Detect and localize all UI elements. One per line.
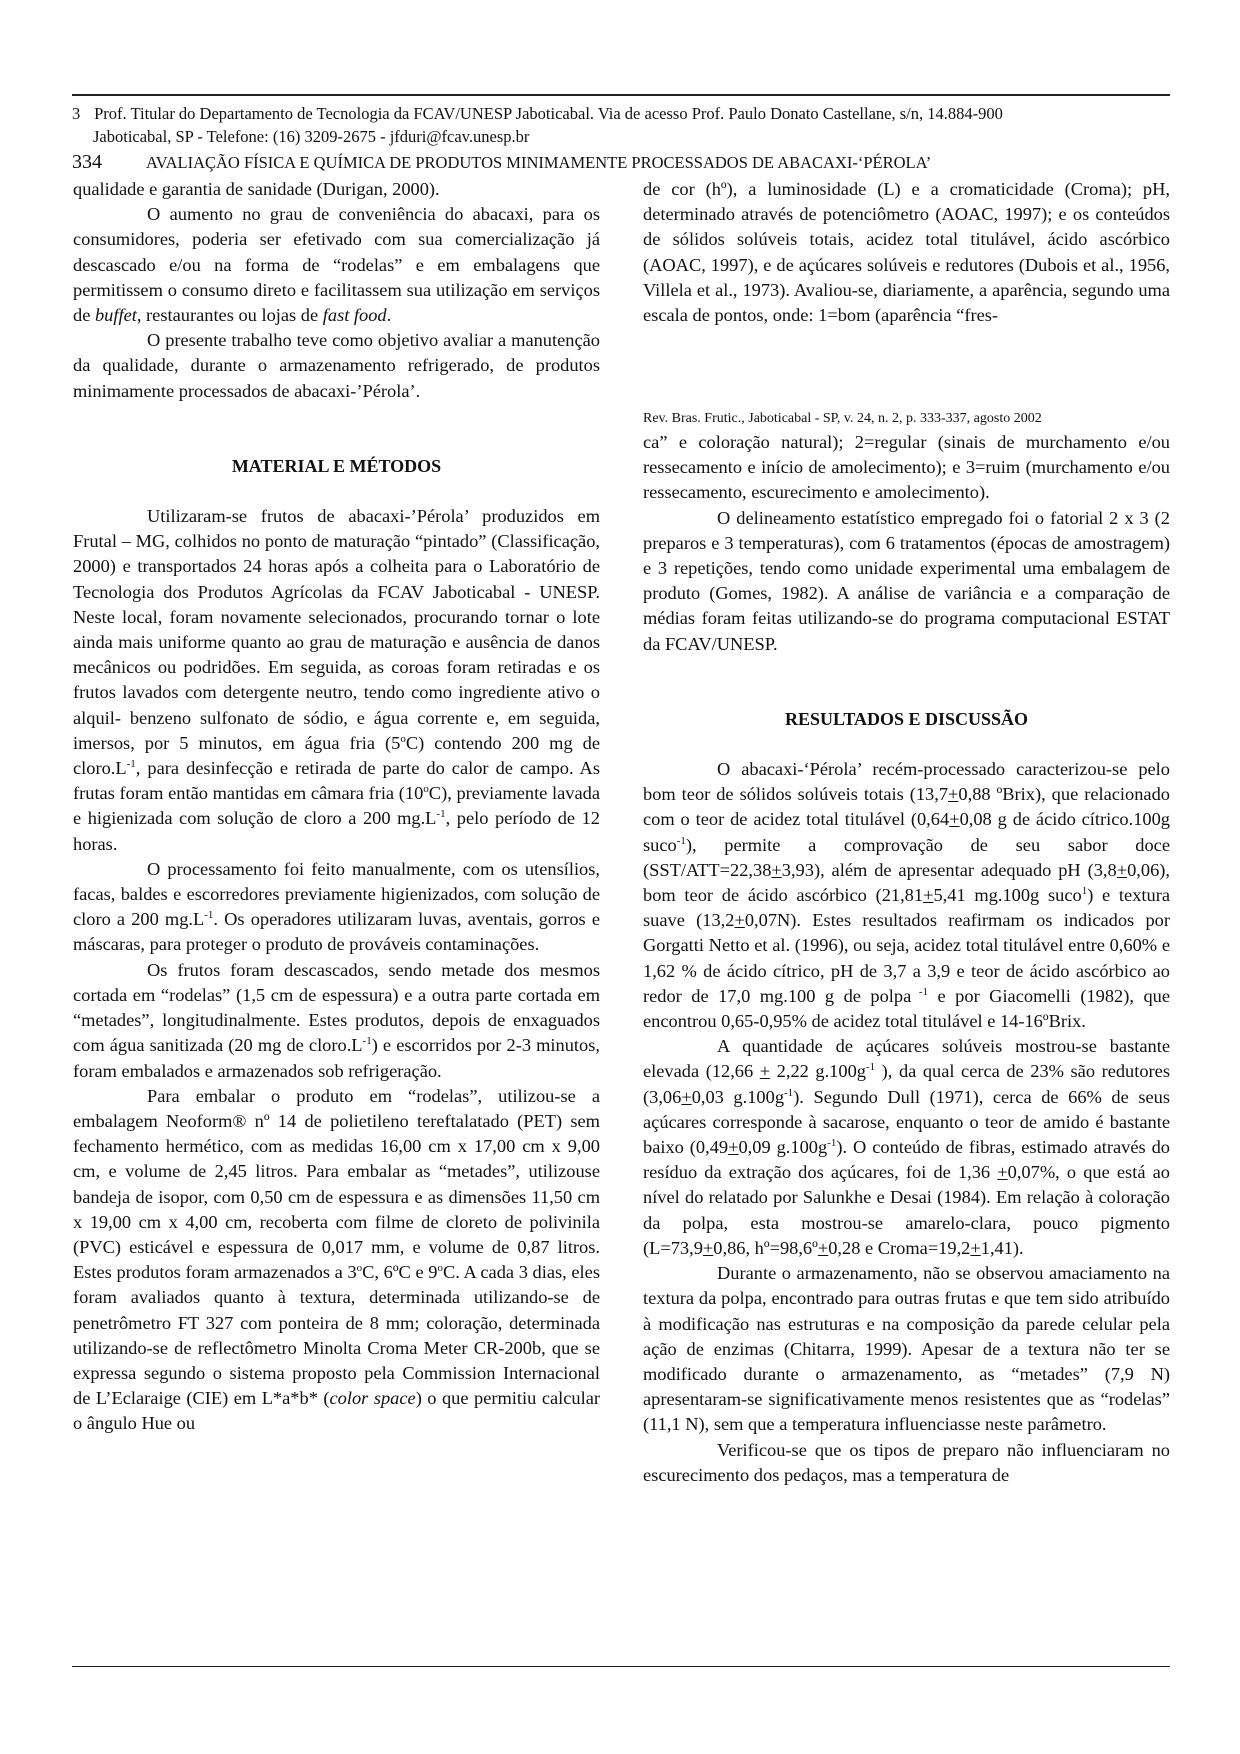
section-heading-results: RESULTADOS E DISCUSSÃO [784,708,1029,729]
right-column [643,430,1170,1488]
running-header [72,149,1170,175]
paragraph-methods-cont: de cor (hº), a luminosidade (L) e a cromaticidade (Croma); pH, determinado através de potenciômetro (AOAC, 1997); e os conteúdos de sólidos solúveis totais, acidez total titulável, ácido ascórbico (AOAC, 1997), e de açúcares solúveis e redutores (Dubois et al., 1956, Villela et al., 1973). Avaliou-se, diariamente, a aparência, segundo uma escala de pontos, onde: 1=bom (aparência “fres- [643,179,1170,326]
paragraph-processing: O processamento foi feito manualmente, com os utensílios, facas, baldes e escorredores previamente higienizados, com solução de cloro a 200 $mg.L^{-1}$. Os operadores utilizaram luvas, aventais, gorros e máscaras, para proteger o produto de prováveis contaminações. [73,858,600,955]
paragraph-results-4: Verificou-se que os tipos de preparo não influenciaram no escurecimento dos pedaços, mas a temperatura de [643,1439,1170,1485]
paragraph-convenience: O aumento no grau de conveniência do abacaxi, para os consumidores, poderia ser efetivado com sua comercialização já descascado e/ou na forma de “rodelas” e em embalagens que permitissem o consumo direto e facilitassem sua utilização em serviços de buffet, restaurantes ou lojas de fast food. [73,204,600,326]
paragraph-peeled: Os frutos foram descascados, sendo metade dos mesmos cortada em “rodelas” (1,5 cm de espessura) e a outra parte cortada em “metades”, longitudinalmente. Estes produtos, depois de enxaguados com água sanitizada (20 mg de $cloro.L^{-1}$) e escorridos por 2-3 minutos, foram embalados e armazenados sob refrigeração. [73,959,600,1081]
paragraph-intro-end: qualidade e garantia de sanidade (Durigan, 2000). [73,179,440,199]
paragraph-results-1: O abacaxi-‘Pérola’ recém-processado caracterizou-se pelo bom teor de sólidos solúveis totais (13,7+0,88 ºBrix), que relacionado com o teor de acidez total titulável (0,64+0,08 g de ácido cítrico.100g suco$^{-1}$), permite a comprovação de seu sabor doce (SST/ATT=22,38+3,93), além de apresentar adequado pH (3,8+0,06), bom teor de ácido ascórbico (21,81+5,41 mg.100g suco$^1$) e textura suave (13,2+0,07N). Estes resultados reafirmam os indicados por Gorgatti Netto et al. (1996), ou seja, acidez total titulável entre 0,60% e 1,62 % de ácido cítrico, pH de 3,7 a 3,9 e teor de ácido ascórbico ao redor de 17,0 mg.100 g de polpa $^{-1}$ e por Giacomelli (1982), que encontrou 0,65-0,95% de acidez total titulável e 14-16ºBrix. [643,759,1171,1032]
footnote [72,102,1170,148]
journal-citation: Rev. Bras. Frutic., Jaboticabal - SP, v. 24, n. 2, p. 333-337, agosto 2002 [643,411,1042,426]
paragraph-results-3: Durante o armazenamento, não se observou amaciamento na textura da polpa, encontrado para outras frutas e que tem sido atribuído à modificação nas estruturas e na composição da parede celular pela ação de enzimas (Chitarra, 1999). Apesar de a textura não ter se modificado durante o armazenamento, as “metades” (7,9 N) apresentaram-se significativamente menos resistentes que as “rodelas” (11,1 N), sem que a temperatura influenciasse neste parâmetro. [643,1263,1170,1435]
paragraph-scale-cont: ca” e coloração natural); 2=regular (sinais de murchamento e/ou ressecamento e início de amolecimento); e 3=ruim (murchamento e/ou ressecamento, escurecimento e amolecimento). [643,432,1170,503]
paragraph-design: O delineamento estatístico empregado foi o fatorial 2 x 3 (2 preparos e 3 temperaturas), com 6 tratamentos (épocas de amostragem) e 3 repetições, tendo como unidade experimental uma embalagem de produto (Gomes, 1982). A análise de variância e a comparação de médias foram feitas utilizando-se do programa computacional ESTAT da FCAV/UNESP. [643,507,1170,654]
footnote-line-1: Prof. Titular do Departamento de Tecnologia da FCAV/UNESP Jaboticabal. Via de acesso Prof. Paulo Donato Castellane, s/n, 14.884-900 [94,104,1003,123]
top-rule [72,94,1170,96]
running-title: AVALIAÇÃO FÍSICA E QUÍMICA DE PRODUTOS MINIMAMENTE PROCESSADOS DE ABACAXI-‘PÉROLA’ [146,153,932,172]
right-column-top [643,177,1170,328]
paragraph-fruits: Utilizaram-se frutos de abacaxi-’Pérola’ produzidos em Frutal – MG, colhidos no ponto de maturação “pintado” (Classificação, 2000) e transportados 24 horas após a colheita para o Laboratório de Tecnologia dos Produtos Agrícolas da FCAV Jaboticabal - UNESP. Neste local, foram novamente selecionados, procurando tornar o lote ainda mais uniforme quanto ao grau de maturação e ausência de danos mecânicos ou podridões. Em seguida, as coroas foram retiradas e os frutos lavados com detergente neutro, tendo como ingrediente ativo o alquil- benzeno sulfonato de sódio, e água corrente e, em seguida, imersos, por 5 minutos, em água fria (5$^o$C) contendo 200 mg de $cloro.L^{-1}$, para desinfecção e retirada de parte do calor de campo. As frutas foram então mantidas em câmara fria (10$^o$C), previamente lavada e higienizada com solução de cloro a 200 $mg.L^{-1}$, pelo período de 12 horas. [73,506,601,854]
paragraph-packaging: Para embalar o produto em “rodelas”, utilizou-se a embalagem Neoform® nº 14 de polietileno tereftalatado (PET) sem fechamento hermético, com as medidas 16,00 cm x 17,00 cm x 9,00 cm, e volume de 2,45 litros. Para embalar as “metades”, utilizouse bandeja de isopor, com 0,50 cm de espessura e as dimensões 11,50 cm x 19,00 cm x 4,00 cm, recoberta com filme de cloreto de polivinila (PVC) esticável e espessura de 0,017 mm, e volume de 0,87 litros. Estes produtos foram armazenados a 3$^o$C, 6ºC e 9$^o$C. A cada 3 dias, eles foram avaliados quanto à textura, determinada utilizando-se de penetrômetro FT 327 com ponteira de 8 mm; coloração, determinada utilizando-se de reflectômetro Minolta Croma Meter CR-200b, que se expressa segundo o sistema proposto pela Commission Internacional de L’Eclaraige (CIE) em L*a*b* (color space) o que permitiu calcular o ângulo Hue ou [73,1085,601,1434]
section-heading-methods: MATERIAL E MÉTODOS [231,455,442,476]
page-number: 334 [72,151,102,173]
paragraph-objective: O presente trabalho teve como objetivo avaliar a manutenção da qualidade, durante o armazenamento refrigerado, de produtos minimamente processados de abacaxi-’Pérola’. [73,330,600,401]
footnote-number: 3 [72,104,81,123]
left-column [73,177,600,1437]
footnote-line-2: Jaboticabal, SP - Telefone: (16) 3209-2675 - jfduri@fcav.unesp.br [93,127,530,146]
paragraph-results-2: A quantidade de açúcares solúveis mostrou-se bastante elevada (12,66 + 2,22 $g.100g^{-1}$ ), da qual cerca de 23% são redutores (3,06+0,03 $g.100g^{-1}$). Segundo Dull (1971), cerca de 66% de seus açúcares corresponde à sacarose, enquanto o teor de amido é bastante baixo (0,49+0,09 $g.100g^{-1}$). O conteúdo de fibras, estimado através do resíduo da extração dos açúcares, foi de 1,36 +0,07%, o que está ao nível do relatado por Salunkhe e Desai (1984). Em relação à coloração da polpa, esta mostrou-se amarelo-clara, pouco pigmento (L=73,9+0,86, hº=98,6º+0,28 e Croma=19,2+1,41). [643,1036,1171,1258]
bottom-rule [72,1666,1170,1667]
